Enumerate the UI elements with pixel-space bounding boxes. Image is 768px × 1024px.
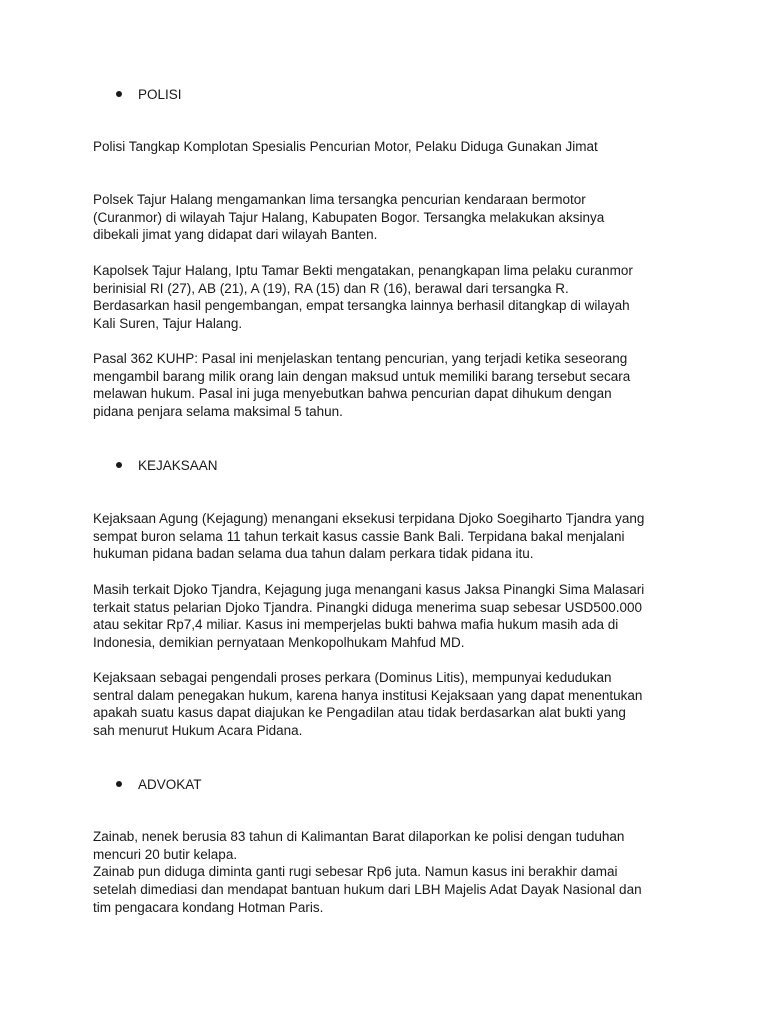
paragraph-line: berinisial RI (27), AB (21), A (19), RA (15) dan R (16), berawal dari tersangka R. <box>93 280 569 296</box>
paragraph-line: Pasal 362 KUHP: Pasal ini menjelaskan tentang pencurian, yang terjadi ketika seseorang <box>93 351 628 366</box>
paragraph-line: Masih terkait Djoko Tjandra, Kejagung juga menangani kasus Jaksa Pinangki Sima Malasari <box>93 582 645 597</box>
paragraph-line: dibekali jimat yang didapat dari wilayah Banten. <box>93 227 378 243</box>
paragraph-line: Zainab, nenek berusia 83 tahun di Kalimantan Barat dilaporkan ke polisi dengan tuduhan <box>93 829 625 844</box>
paragraph-line: pidana penjara selama maksimal 5 tahun. <box>93 404 343 420</box>
section-heading-polisi: POLISI <box>116 86 182 104</box>
paragraph-line: hukuman pidana badan selama dua tahun dalam perkara tidak pidana itu. <box>93 546 534 562</box>
paragraph-line: tim pengacara kondang Hotman Paris. <box>93 899 324 915</box>
paragraph-line: atau sekitar Rp7,4 miliar. Kasus ini memperjelas bukti bahwa mafia hukum masih ada di <box>93 617 619 633</box>
paragraph-line: sah menurut Hukum Acara Pidana. <box>93 723 303 739</box>
paragraph-line: Zainab pun diduga diminta ganti rugi sebesar Rp6 juta. Namun kasus ini berakhir damai <box>93 864 618 880</box>
paragraph-line: setelah dimediasi dan mendapat bantuan hukum dari LBH Majelis Adat Dayak Nasional dan <box>93 882 642 898</box>
paragraph-line: mencuri 20 butir kelapa. <box>93 846 238 862</box>
section-heading-advokat: ADVOKAT <box>116 776 202 794</box>
paragraph-line: Kapolsek Tajur Halang, Iptu Tamar Bekti mengatakan, penangkapan lima pelaku curanmor <box>93 263 633 278</box>
paragraph <box>93 350 683 421</box>
paragraph <box>93 581 683 652</box>
paragraph-line: apakah suatu kasus dapat diajukan ke Pengadilan atau tidak berdasarkan alat bukti yang <box>93 705 626 721</box>
paragraph <box>93 510 683 563</box>
paragraph-line: Indonesia, demikian pernyataan Menkopolhukam Mahfud MD. <box>93 635 465 651</box>
paragraph <box>93 669 683 740</box>
paragraph-line: melawan hukum. Pasal ini juga menyebutkan bahwa pencurian dapat dihukum dengan <box>93 386 612 402</box>
paragraph-line: Kali Suren, Tajur Halang. <box>93 316 243 332</box>
paragraph-line: Berdasarkan hasil pengembangan, empat tersangka lainnya berhasil ditangkap di wilayah <box>93 298 630 314</box>
bullet-icon <box>116 462 122 468</box>
title-line: Polisi Tangkap Komplotan Spesialis Pencurian Motor, Pelaku Diduga Gunakan Jimat <box>93 139 598 154</box>
paragraph-line: Polsek Tajur Halang mengamankan lima tersangka pencurian kendaraan bermotor <box>93 192 586 207</box>
paragraph-line: terkait status pelarian Djoko Tjandra. Pinangki diduga menerima suap sebesar USD500.000 <box>93 599 643 615</box>
paragraph-line: sempat buron selama 11 tahun terkait kasus cassie Bank Bali. Terpidana bakal menjalani <box>93 528 625 544</box>
paragraph-line: sentral dalam penegakan hukum, karena hanya institusi Kejaksaan yang dapat menentukan <box>93 687 643 703</box>
paragraph <box>93 191 683 244</box>
paragraph-line: (Curanmor) di wilayah Tajur Halang, Kabupaten Bogor. Tersangka melakukan aksinya <box>93 209 605 225</box>
bullet-icon <box>116 781 122 787</box>
section-heading-kejaksaan: KEJAKSAAN <box>116 457 218 475</box>
paragraph-line: Kejaksaan Agung (Kejagung) menangani eksekusi terpidana Djoko Soegiharto Tjandra yang <box>93 511 645 526</box>
paragraph-line: mengambil barang milik orang lain dengan maksud untuk memiliki barang tersebut secara <box>93 368 631 384</box>
article-title <box>93 138 683 156</box>
paragraph <box>93 828 683 917</box>
paragraph <box>93 262 683 333</box>
bullet-icon <box>116 91 122 97</box>
paragraph-line: Kejaksaan sebagai pengendali proses perkara (Dominus Litis), mempunyai kedudukan <box>93 670 612 685</box>
